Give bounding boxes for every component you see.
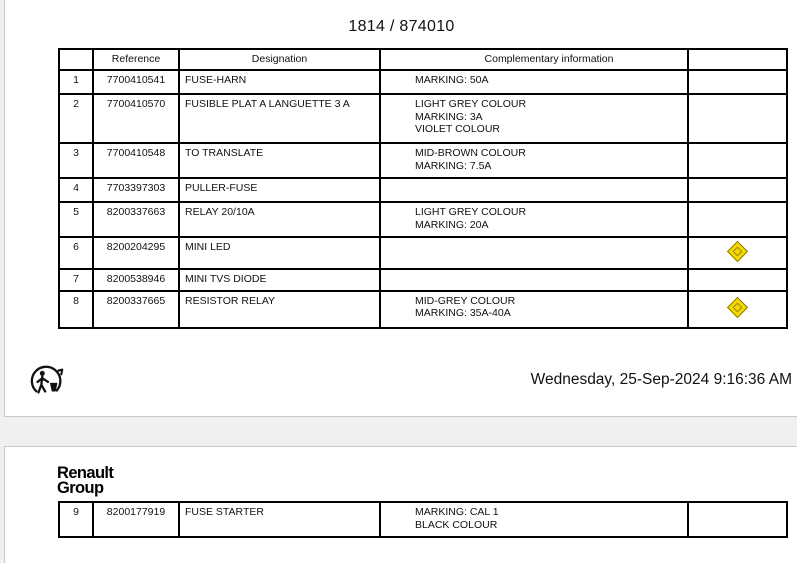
row-index: 6	[59, 237, 93, 269]
brand-logo-line2: Group	[57, 479, 104, 497]
column-header-designation: Designation	[179, 49, 380, 70]
extra-cell	[688, 502, 787, 537]
designation-cell: FUSIBLE PLAT A LANGUETTE 3 A	[179, 94, 380, 143]
reference-cell: 8200337665	[93, 291, 179, 328]
table-row	[59, 202, 787, 237]
reference-cell: 7703397303	[93, 178, 179, 202]
column-header-complementary-information: Complementary information	[380, 49, 688, 70]
complementary-info-cell	[380, 178, 688, 202]
hazard-warning-icon	[727, 241, 748, 262]
row-index: 8	[59, 291, 93, 328]
extra-cell	[688, 269, 787, 291]
page-title: 1814 / 874010	[348, 18, 455, 35]
table-row	[59, 143, 787, 178]
complementary-info-cell	[380, 237, 688, 269]
column-header-index	[59, 49, 93, 70]
complementary-info-line: MARKING: CAL 1	[415, 506, 499, 518]
table-row	[59, 269, 787, 291]
complementary-info-cell	[380, 143, 688, 178]
complementary-info-line: BLACK COLOUR	[415, 518, 498, 531]
complementary-info-line: MID-BROWN COLOUR	[415, 147, 526, 159]
extra-cell	[688, 178, 787, 202]
complementary-info-cell	[380, 291, 688, 328]
hazard-warning-icon	[727, 297, 748, 318]
row-index: 4	[59, 178, 93, 202]
extra-cell	[688, 70, 787, 94]
complementary-info-cell	[380, 94, 688, 143]
reference-cell: 8200538946	[93, 269, 179, 291]
designation-cell: RESISTOR RELAY	[179, 291, 380, 328]
complementary-info-line: MARKING: 7.5A	[415, 159, 492, 172]
table-header-row	[59, 49, 787, 70]
parts-table	[58, 48, 788, 329]
extra-cell	[688, 94, 787, 143]
column-header-reference: Reference	[93, 49, 179, 70]
complementary-info-line: VIOLET COLOUR	[415, 123, 500, 135]
extra-cell	[688, 143, 787, 178]
extra-cell	[688, 202, 787, 237]
extra-cell	[688, 291, 787, 328]
parts-table-continued	[58, 501, 788, 538]
designation-cell: FUSE-HARN	[179, 70, 380, 94]
complementary-info-cell	[380, 269, 688, 291]
table-row	[59, 70, 787, 94]
reference-cell: 8200204295	[93, 237, 179, 269]
reference-cell: 8200177919	[93, 502, 179, 537]
column-header-extra	[688, 49, 787, 70]
designation-cell: RELAY 20/10A	[179, 202, 380, 237]
complementary-info-line: LIGHT GREY COLOUR	[415, 98, 527, 110]
designation-cell: MINI LED	[179, 237, 380, 269]
complementary-info-line: MARKING: 20A	[415, 218, 489, 231]
parts-table-body	[59, 70, 787, 328]
document-page-1	[4, 0, 797, 417]
row-index: 9	[59, 502, 93, 537]
complementary-info-cell	[380, 202, 688, 237]
complementary-info-line: MID-GREY COLOUR	[415, 294, 516, 307]
complementary-info-line: MARKING: 35A-40A	[415, 307, 511, 319]
table-row	[59, 178, 787, 202]
table-row	[59, 502, 787, 537]
document-page-2	[4, 446, 797, 563]
table-row	[59, 237, 787, 269]
row-index: 7	[59, 269, 93, 291]
complementary-info-line: LIGHT GREY COLOUR	[415, 206, 527, 218]
brand-logo	[57, 466, 113, 496]
extra-cell	[688, 237, 787, 269]
designation-cell: MINI TVS DIODE	[179, 269, 380, 291]
complementary-info-cell	[380, 502, 688, 537]
table-row	[59, 291, 787, 328]
complementary-info-line: MARKING: 3A	[415, 110, 483, 123]
triman-recycling-icon	[29, 362, 67, 400]
designation-cell: TO TRANSLATE	[179, 143, 380, 178]
row-index: 5	[59, 202, 93, 237]
reference-cell: 7700410541	[93, 70, 179, 94]
parts-table-continued-body	[59, 502, 787, 537]
row-index: 1	[59, 70, 93, 94]
designation-cell: FUSE STARTER	[179, 502, 380, 537]
complementary-info-line: MARKING: 50A	[415, 74, 489, 86]
reference-cell: 7700410548	[93, 143, 179, 178]
reference-cell: 8200337663	[93, 202, 179, 237]
complementary-info-cell	[380, 70, 688, 94]
table-row	[59, 94, 787, 143]
row-index: 2	[59, 94, 93, 143]
row-index: 3	[59, 143, 93, 178]
brand-logo-line1: Renault	[57, 464, 114, 482]
designation-cell: PULLER-FUSE	[179, 178, 380, 202]
reference-cell: 7700410570	[93, 94, 179, 143]
print-timestamp: Wednesday, 25-Sep-2024 9:16:36 AM	[530, 371, 792, 388]
